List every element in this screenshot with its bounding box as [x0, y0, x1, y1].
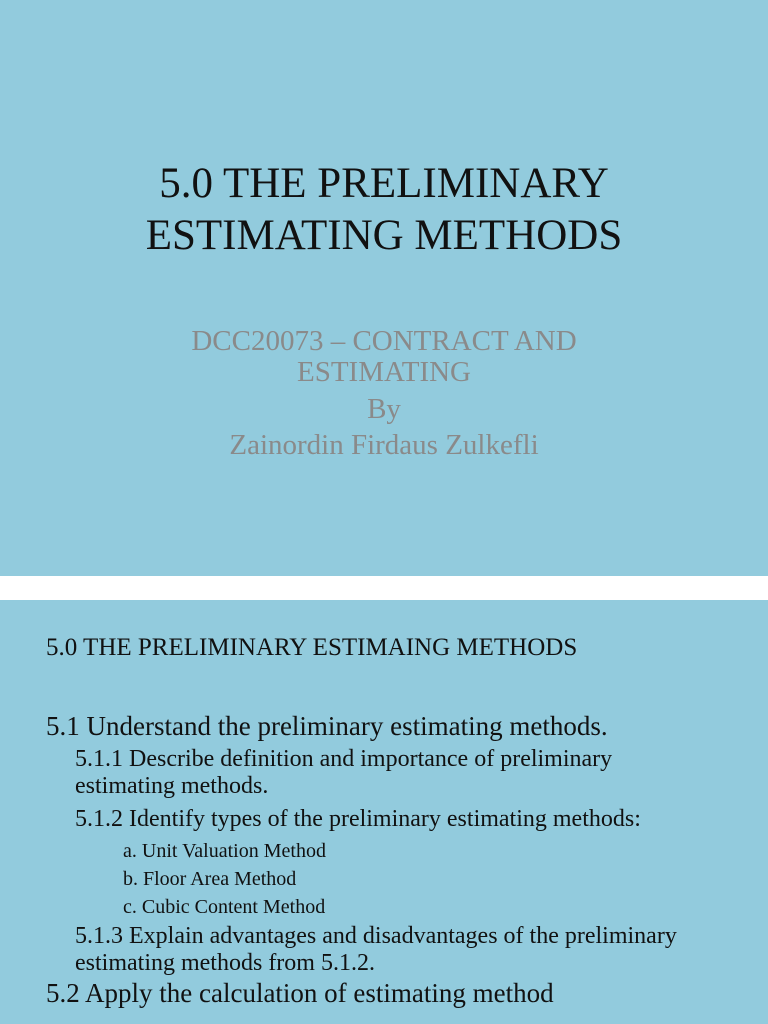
- course-code-line-1: DCC20073 – CONTRACT AND: [191, 325, 577, 357]
- content-slide-title: 5.0 THE PRELIMINARY ESTIMAING METHODS: [46, 634, 578, 661]
- by-label: By: [367, 393, 401, 425]
- slide-title-line-1: 5.0 THE PRELIMINARY: [159, 160, 609, 207]
- method-item-b: b. Floor Area Method: [123, 868, 297, 890]
- outline-item-5-2: 5.2 Apply the calculation of estimating method: [46, 978, 554, 1008]
- method-item-a: a. Unit Valuation Method: [123, 840, 326, 862]
- author-name: Zainordin Firdaus Zulkefli: [229, 429, 539, 461]
- course-code-line-2: ESTIMATING: [297, 356, 471, 388]
- outline-list: [46, 710, 746, 1009]
- outline-item-5-1-2: 5.1.2 Identify types of the preliminary estimating methods:: [75, 806, 641, 832]
- slide-title: [0, 158, 768, 262]
- outline-item-5-1-1: 5.1.1 Describe definition and importance of preliminary estimating methods.: [75, 746, 613, 799]
- content-slide: [0, 600, 768, 1024]
- outline-item-5-1-3: 5.1.3 Explain advantages and disadvantages of the preliminary estimating methods from 5.1.2.: [75, 923, 677, 976]
- slide-title-line-2: ESTIMATING METHODS: [145, 212, 623, 259]
- method-item-c: c. Cubic Content Method: [123, 896, 326, 918]
- slide-subtitle: [0, 326, 768, 463]
- outline-item-5-1: 5.1 Understand the preliminary estimating methods.: [46, 711, 608, 741]
